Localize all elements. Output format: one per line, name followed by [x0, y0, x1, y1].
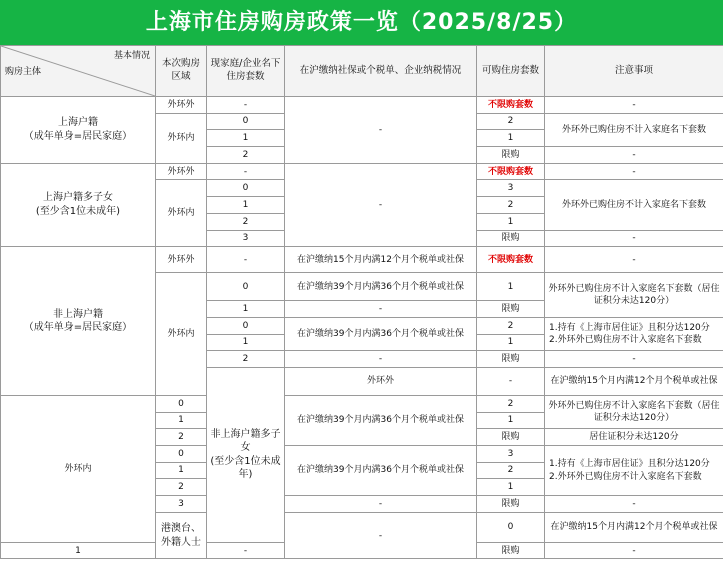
allowed-cell: 3 [477, 446, 545, 463]
existing-cell: 0 [207, 113, 285, 130]
tax-cell: 在沪缴纳39个月内满36个月个税单或社保 [285, 446, 477, 496]
note-cell: - [545, 163, 723, 180]
existing-cell: 1 [1, 542, 156, 559]
note-cell: 外环外已购住房不计入家庭名下套数（居住证积分未达120分） [545, 395, 723, 428]
existing-cell: 1 [207, 130, 285, 147]
zone-cell: - [285, 512, 477, 559]
header-existing: 现家庭/企业名下住房套数 [207, 46, 285, 97]
subject-label: 上海户籍 [58, 117, 98, 129]
tax-cell: - [285, 163, 477, 246]
allowed-cell: 1 [477, 273, 545, 301]
note-cell: - [545, 147, 723, 164]
allowed-cell: 限购 [477, 429, 545, 446]
header-allowed: 可购住房套数 [477, 46, 545, 97]
note-cell: - [545, 230, 723, 247]
note-cell: 居住证积分未达120分 [545, 429, 723, 446]
allowed-cell: 1 [477, 334, 545, 351]
existing-cell: 2 [207, 351, 285, 368]
tax-cell: 在沪缴纳39个月内满36个月个税单或社保 [285, 317, 477, 350]
header-tax: 在沪缴纳社保或个税单、企业纳税情况 [285, 46, 477, 97]
existing-cell: - [207, 97, 285, 114]
note-cell: - [545, 247, 723, 273]
header-basic-info: 基本情况 [113, 51, 150, 61]
existing-cell: 0 [207, 317, 285, 334]
note-cell: 外环外已购住房不计入家庭名下套数 [545, 113, 723, 146]
subject-cell [1, 247, 156, 396]
existing-cell: 2 [156, 479, 207, 496]
existing-cell: 3 [207, 230, 285, 247]
existing-cell: - [477, 367, 545, 395]
existing-cell: 1 [156, 412, 207, 429]
allowed-cell: 1 [477, 412, 545, 429]
allowed-cell: 限购 [477, 351, 545, 368]
allowed-cell: 2 [477, 113, 545, 130]
existing-cell: 1 [207, 301, 285, 318]
zone-cell: 外环外 [285, 367, 477, 395]
existing-cell: 0 [207, 180, 285, 197]
existing-cell: 2 [156, 429, 207, 446]
zone-cell: 外环外 [156, 247, 207, 273]
subject-label: 上海户籍多子女 [43, 192, 113, 204]
zone-cell: 外环外 [156, 163, 207, 180]
table-row [1, 163, 723, 180]
allowed-cell: 2 [477, 317, 545, 334]
header-diagonal-cell [1, 46, 156, 97]
tax-cell: 在沪缴纳15个月内满12个月个税单或社保 [545, 512, 723, 542]
note-cell: 外环外已购住房不计入家庭名下套数 [545, 180, 723, 230]
zone-cell: 外环内 [1, 395, 156, 542]
note-cell: 1.持有《上海市居住证》且积分达120分 2.外环外已购住房不计入家庭名下套数 [545, 317, 723, 350]
table-row [1, 247, 723, 273]
header-row [1, 46, 723, 97]
subject-cell [1, 163, 156, 246]
policy-table [0, 45, 723, 559]
header-zone: 本次购房区域 [156, 46, 207, 97]
tax-cell: 在沪缴纳15个月内满12个月个税单或社保 [285, 247, 477, 273]
allowed-cell: 1 [477, 479, 545, 496]
tax-cell: - [285, 301, 477, 318]
note-cell: - [545, 496, 723, 513]
tax-cell: - [207, 542, 285, 559]
allowed-cell: 1 [477, 130, 545, 147]
allowed-cell: 限购 [477, 496, 545, 513]
existing-cell: 0 [156, 395, 207, 412]
note-cell: 1.持有《上海市居住证》且积分达120分 2.外环外已购住房不计入家庭名下套数 [545, 446, 723, 496]
note-cell: - [545, 351, 723, 368]
allowed-cell: 2 [477, 462, 545, 479]
zone-cell: 外环内 [156, 273, 207, 396]
tax-cell: - [285, 97, 477, 164]
allowed-cell: 2 [477, 197, 545, 214]
existing-cell: - [207, 163, 285, 180]
subject-sublabel: （成年单身=居民家庭） [23, 130, 133, 142]
existing-cell: 1 [207, 334, 285, 351]
allowed-cell: 1 [477, 213, 545, 230]
allowed-cell: 限购 [477, 230, 545, 247]
existing-cell: 2 [207, 147, 285, 164]
tax-cell: - [285, 496, 477, 513]
allowed-cell: 2 [477, 395, 545, 412]
zone-cell: 外环内 [156, 180, 207, 247]
table-row [1, 395, 723, 412]
allowed-cell: 不限购套数 [477, 97, 545, 114]
subject-label: 非上海户籍 [53, 308, 103, 320]
existing-cell: 1 [207, 197, 285, 214]
allowed-cell: 不限购套数 [477, 163, 545, 180]
subject-sublabel: (至少含1位未成年) [35, 205, 121, 217]
subject-sublabel: (至少含1位未成年) [210, 455, 281, 481]
existing-cell: 3 [156, 496, 207, 513]
existing-cell: - [207, 247, 285, 273]
header-notes: 注意事项 [545, 46, 723, 97]
zone-cell: 外环外 [156, 97, 207, 114]
existing-cell: 1 [156, 462, 207, 479]
subject-cell: 港澳台、外籍人士 [156, 512, 207, 559]
zone-cell: 外环内 [156, 113, 207, 163]
existing-cell: 0 [477, 512, 545, 542]
note-cell: - [545, 542, 723, 559]
subject-cell [207, 367, 285, 542]
subject-cell [1, 97, 156, 164]
existing-cell: 0 [207, 273, 285, 301]
existing-cell: 0 [156, 446, 207, 463]
subject-sublabel: （成年单身=居民家庭） [23, 322, 133, 334]
tax-cell: 在沪缴纳39个月内满36个月个税单或社保 [285, 395, 477, 445]
allowed-cell: 不限购套数 [477, 247, 545, 273]
allowed-cell: 限购 [477, 147, 545, 164]
tax-cell: 在沪缴纳15个月内满12个月个税单或社保 [545, 367, 723, 395]
tax-cell: - [285, 351, 477, 368]
allowed-cell: 限购 [477, 301, 545, 318]
subject-label: 非上海户籍多子女 [210, 428, 281, 454]
header-buyer: 购房主体 [5, 66, 42, 77]
note-cell: - [545, 97, 723, 114]
table-row [1, 97, 723, 114]
allowed-cell: 限购 [477, 542, 545, 559]
allowed-cell: 3 [477, 180, 545, 197]
note-cell: 外环外已购住房不计入家庭名下套数（居住证积分未达120分） [545, 273, 723, 318]
page-title: 上海市住房购房政策一览（2025/8/25） [0, 0, 723, 45]
existing-cell: 2 [207, 213, 285, 230]
tax-cell: 在沪缴纳39个月内满36个月个税单或社保 [285, 273, 477, 301]
